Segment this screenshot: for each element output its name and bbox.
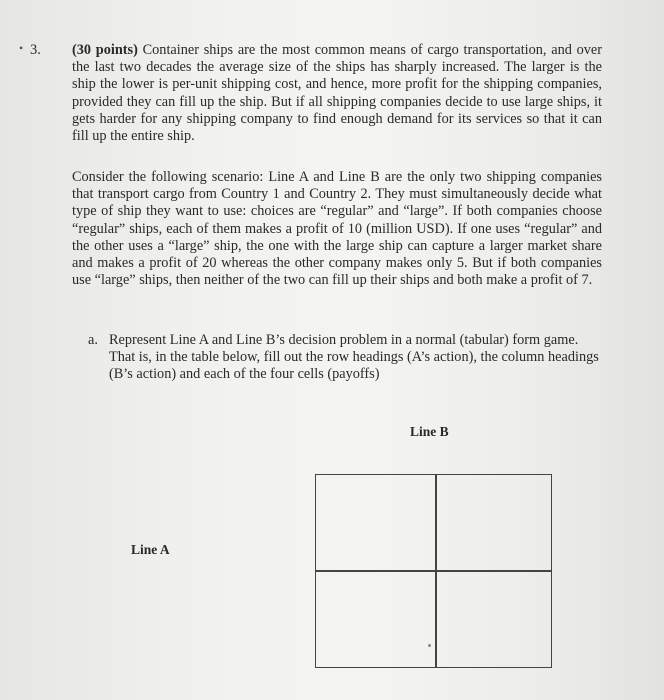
question-intro-text: Container ships are the most common means of cargo transportation, and over the last two decades the average size of the ships has sharply increased. The larger is the ship the lower is per-unit shipping cost, and hence, more profit for the shipping companies, provided they can fill up the ship. But if all shipping companies decide to use large ships, it gets harder for any shipping company to find enough demand for its services so that it can fill up the entire ship. [72, 42, 602, 145]
part-a-label: a. [88, 332, 98, 348]
question-intro-paragraph [72, 42, 602, 145]
row-player-label: Line A [131, 542, 170, 557]
paper-speck [428, 644, 431, 647]
scenario-paragraph: Consider the following scenario: Line A and Line B are the only two shipping companies that transport cargo from Country 1 and Country 2. They must simultaneously decide what type of ship they want to use: choices are “regular” and “large”. If both companies choose “regular” ships, each of them makes a profit of 10 (million USD). If one uses “regular” and the other uses a “large” ship, the one with the large ship can capture a larger market share and makes a profit of 20 whereas the other company makes only 5. But if both companies use “large” ships, then neither of the two can fill up their ships and both make a profit of 7. [72, 169, 602, 289]
question-points: (30 points) [72, 42, 138, 58]
margin-mark: • [19, 41, 24, 55]
part-a-text: Represent Line A and Line B’s decision problem in a normal (tabular) form game. That is, in the table below, fill out the row headings (A’s action), the column headings (B’s action) and each of the four cells (payoffs) [109, 332, 599, 383]
payoff-table [315, 474, 552, 668]
table-horizontal-divider [316, 570, 551, 572]
column-player-label: Line B [410, 424, 449, 439]
question-number: 3. [30, 42, 41, 58]
